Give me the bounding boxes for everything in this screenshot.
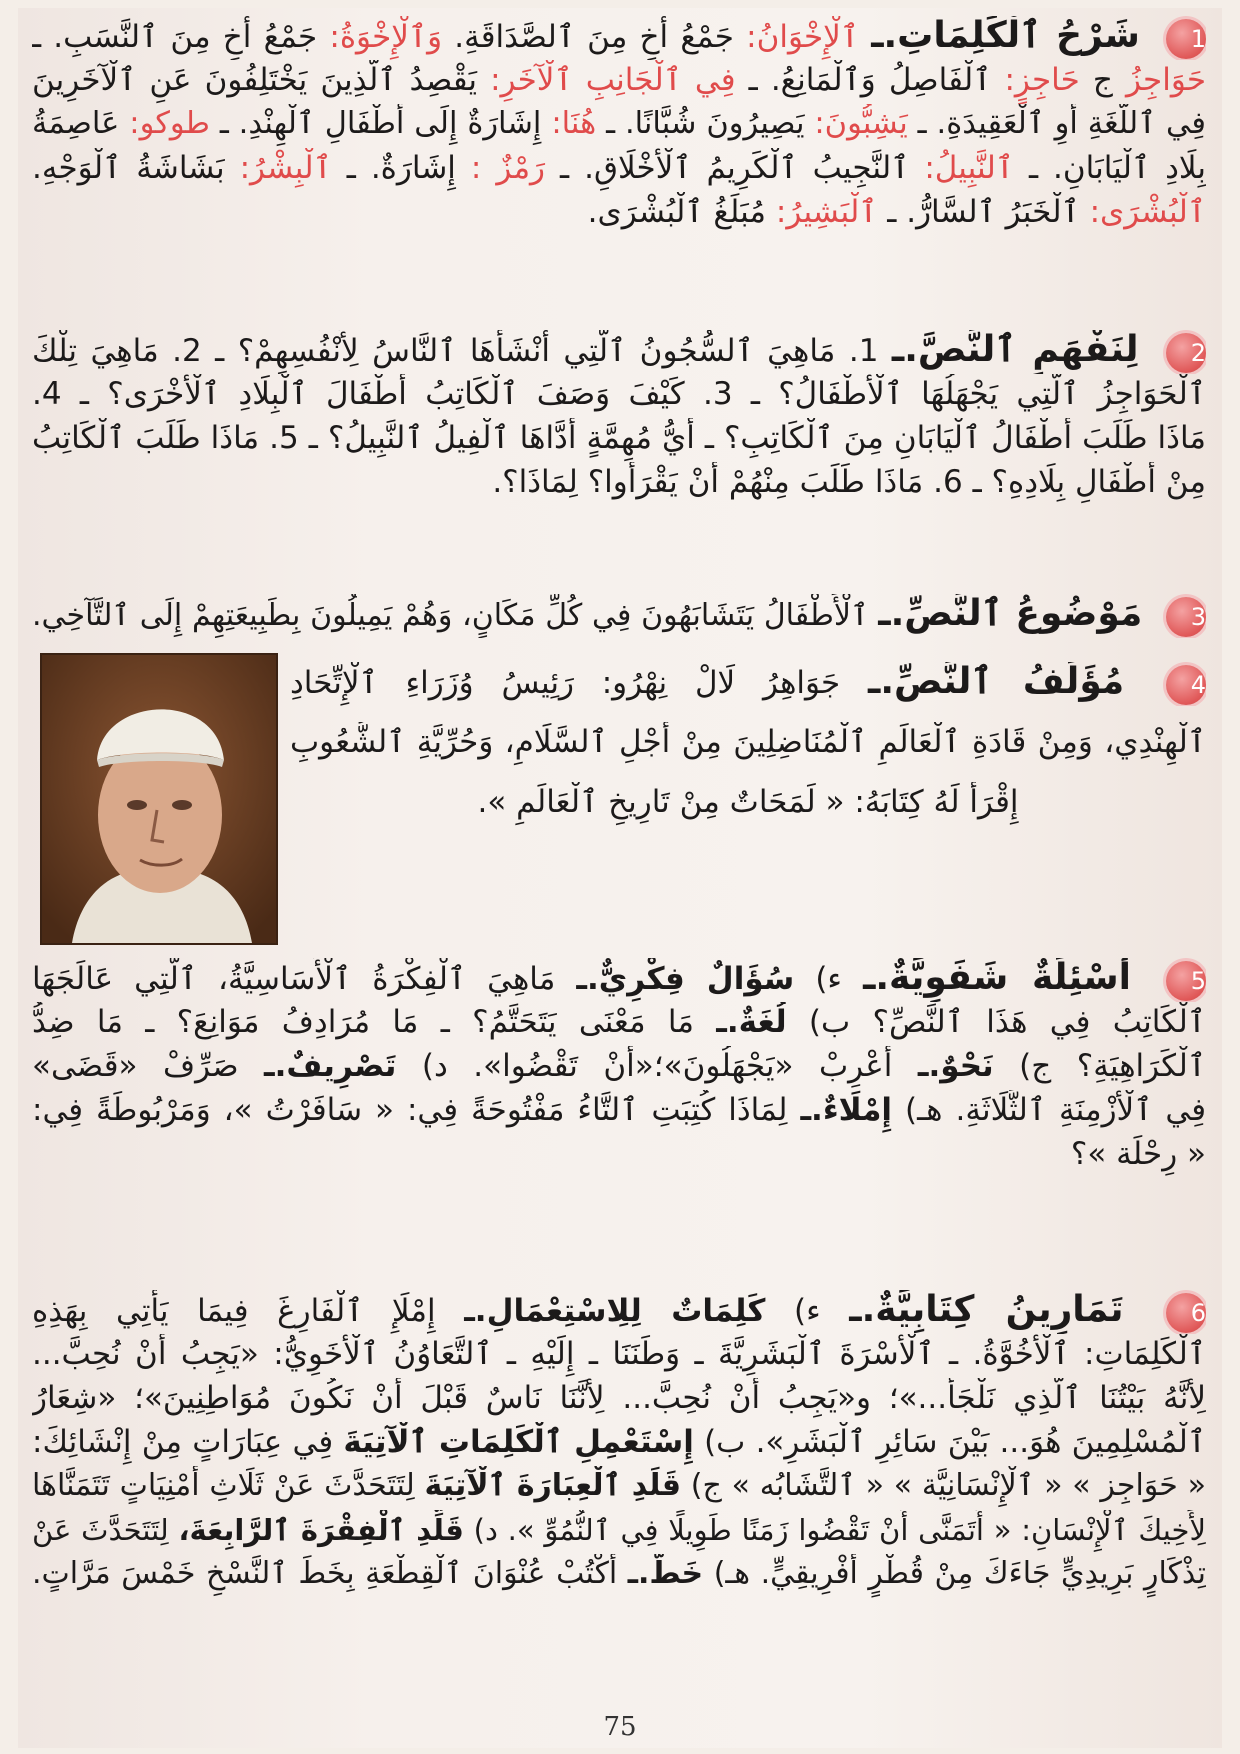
exercise-text: تِذْكَارٍ بَرِيدِيٍّ جَاءَكَ مِنْ قُطْرٍ أَفْرِيقِيٍّ. هـ) <box>713 1556 1206 1591</box>
comprehension-line-2 <box>32 374 1206 418</box>
exercise-text: « حَوَاجِز » « ٱلْإِنْسَانِيَّة » « ٱلتَّشَابُه » ج) <box>690 1468 1206 1503</box>
section-number-4: 4 <box>1166 665 1206 705</box>
section-number-3: 3 <box>1166 597 1206 637</box>
exercise-text: إِمْلَإِ ٱلْفَارِغَ فِيمَا يَأْتِي بِهَذِهِ <box>32 1293 436 1329</box>
subheading: خَطٌّ.ـ <box>627 1556 704 1591</box>
definition: إِشَارَةٌ إِلَى أَطْفَالِ ٱلْهِنْدِ. ـ <box>219 106 542 141</box>
question-text: مَاذَا طَلَبَ أَطْفَالُ ٱلْيَابَانِ مِنَ ٱلْكَاتِبِ؟ ـ أَيُّ مُهِمَّةٍ أَدَّاهَا ٱلْفِيلُ ٱلنَّبِيلُ؟ ـ 5. مَاذَا طَلَبَ ٱلْكَاتِبُ <box>32 420 1206 456</box>
definition: فِي ٱللُّغَةِ أَوِ ٱلْعَقِيدَةِ. ـ <box>917 106 1206 141</box>
author-text: جَوَاهِرُ لَالْ نِهْرُو: رَئِيسُ وُزَرَاءِ ٱلْإِتِّحَادِ <box>290 665 841 701</box>
question-text: مَاهِيَ ٱلْفِكْرَةُ ٱلْأَسَاسِيَّةُ، ٱلَّتِي عَالَجَهَا <box>32 961 556 997</box>
section-heading: مَوْضُوعُ ٱلنَّصِّ.ـ <box>878 594 1143 634</box>
section-number-5: 5 <box>1166 961 1206 1001</box>
definition: إِشَارَةٌ. ـ <box>346 150 456 186</box>
definition: ٱلْفَاصِلُ وَٱلْمَانِعُ. ـ <box>748 62 992 98</box>
section-comprehension <box>32 330 1206 506</box>
definition: ج <box>1092 62 1113 98</box>
definition: يَصِيرُونَ شُبَّانًا. ـ <box>606 106 805 141</box>
comprehension-line-4 <box>32 462 1206 506</box>
definitions-line-4 <box>32 148 1206 192</box>
exercise-line-1 <box>32 1290 1206 1334</box>
question-text: ٱلْحَوَاجِزُ ٱلَّتِي يَجْهَلُهَا ٱلْأَطْفَالُ؟ ـ 3. كَيْفَ وَصَفَ ٱلْكَاتِبُ أَطْفَالَ ٱلْبِلَادِ ٱلْأُخْرَى؟ ـ 4. <box>32 376 1206 412</box>
definition: عَاصِمَةُ <box>32 106 120 141</box>
question-text: مَا مَعْنَى يَتَحَتَّمُ؟ ـ مَا مُرَادِفُ مَوَانِعَ؟ ـ مَا ضِدُّ <box>32 1004 694 1040</box>
definitions-line-1 <box>32 16 1206 60</box>
section-heading: شَرْحُ ٱلْكَلِمَاتِ.ـ <box>871 16 1140 56</box>
section-written-exercises <box>32 1290 1206 1598</box>
section-number-6: 6 <box>1166 1293 1206 1333</box>
term: ٱلْبُشْرَى: <box>1089 194 1206 230</box>
term: ٱلْبَشِيرُ: <box>775 194 878 230</box>
question-text: ٱلْكَاتِبُ فِي هَذَا ٱلنَّصِّ؟ ب) <box>808 1004 1206 1040</box>
question-text: « رِحْلَة »؟ <box>1070 1136 1206 1172</box>
question-text: ء) <box>815 961 842 997</box>
comprehension-line-3 <box>32 418 1206 462</box>
section-oral-questions <box>32 958 1206 1178</box>
subheading: لُغَةٌ.ـ <box>716 1004 787 1040</box>
definitions-line-3 <box>32 104 1206 148</box>
term: وَٱلْإِخْوَةُ: <box>329 19 443 55</box>
subheading: نَحْوٌ.ـ <box>917 1048 994 1084</box>
term: ٱلنَّبِيلُ: <box>924 150 1014 186</box>
portrait-illustration <box>42 655 276 943</box>
oral-line-4 <box>32 1090 1206 1134</box>
exercise-text: أُكْتُبْ عُنْوَانَ ٱلْقِطْعَةِ بِخَطِّ ٱلنَّسْخِ خَمْسَ مَرَّاتٍ. <box>32 1556 618 1591</box>
exercise-text: لِتَتَحَدَّثَ عَنْ ثَلَاثِ أُمْنِيَاتٍ تَتَمَنَّاهَا <box>32 1468 415 1503</box>
exercise-line-5 <box>32 1466 1206 1510</box>
author-text: ٱلْهِنْدِي، وَمِنْ قَادَةِ ٱلْعَالَمِ ٱلْمُنَاضِلِينَ مِنْ أَجْلِ ٱلسَّلَامِ، وَحُرِّيَّةِ ٱلشُّعُوبِ <box>290 724 1206 760</box>
term: حَوَاجِزُ <box>1125 62 1206 98</box>
exercise-text: ء) <box>794 1293 821 1329</box>
section-number-2: 2 <box>1166 333 1206 373</box>
section-heading: أَسْئِلَةٌ شَفَوِيَّةٌ.ـ <box>863 958 1131 998</box>
author-line-3 <box>290 782 1206 826</box>
term: ٱلْإِخْوَانُ: <box>746 19 859 55</box>
exercise-text: لِأَنَّهُ بَيْتُنَا ٱلَّذِي نَلْجَأُ...»؛ و«يَجِبُ أَنْ نُحِبَّ... لِأَنَّنَا نَاسٌ قَبْلَ أَنْ نَكُونَ مُوَاطِنِينَ»؛ «شِعَارُ <box>32 1380 1206 1416</box>
definition: بِلَادِ ٱلْيَابَانِ. ـ <box>1028 150 1206 186</box>
definition: جَمْعُ أَخٍ مِنَ ٱلنَّسَبِ. ـ <box>32 19 318 55</box>
section-heading: لِنَفْهَمِ ٱلنَّصَّ.ـ <box>891 330 1139 370</box>
definition: مُبَلِّغُ ٱلْبُشْرَى. <box>587 194 767 230</box>
question-text: مِنْ أَطْفَالِ بِلَادِهِ؟ ـ 6. مَاذَا طَلَبَ مِنْهُمْ أَنْ يَقْرَأُوا؟ لِمَاذَا؟. <box>492 464 1206 500</box>
section-heading: مُؤَلِّفُ ٱلنَّصِّ.ـ <box>868 662 1125 702</box>
question-text: فِي ٱلْأَزْمِنَةِ ٱلثَّلَاثَةِ. هـ) <box>905 1092 1206 1128</box>
question-text: ٱلْكَرَاهِيَةِ؟ ج) <box>1019 1048 1206 1084</box>
exercise-line-7 <box>32 1554 1206 1598</box>
term: يَشِبُّونَ: <box>814 106 908 141</box>
exercise-text: لِأَخِيكَ ٱلْإِنْسَانِ: « أَتَمَنَّى أَنْ تَقْضُوا زَمَنًا طَوِيلًا فِي ٱلنُّمُوِّ ». د) <box>473 1513 1206 1547</box>
definition: ٱلْخَبَرُ ٱلسَّارُّ. ـ <box>887 194 1080 230</box>
exercise-text: ٱلْمُسْلِمِينَ هُوَ... بَيْنَ سَائِرِ ٱلْبَشَرِ». ب) <box>704 1424 1206 1460</box>
section-author <box>290 662 1206 826</box>
term: ٱلْبِشْرُ: <box>239 150 332 186</box>
subheading: تَصْرِيفٌ.ـ <box>264 1048 397 1084</box>
term: حَاجِزٍ: <box>1004 62 1080 98</box>
exercise-text: ٱلْكَلِمَاتِ: ٱلْأُخُوَّةُ. ـ ٱلْأُسْرَةَ ٱلْبَشَرِيَّةَ ـ وَطَنَنَا ـ إِلَيْهِ ـ ٱلتَّعَاوُنُ ٱلْأَخَوِيُّ: «يَجِبُ أَنْ نُحِبَّ... <box>32 1336 1206 1372</box>
section-text-topic <box>32 594 1206 638</box>
section-word-definitions <box>32 16 1206 236</box>
question-text: صَرِّفْ «قَضَى» <box>32 1048 239 1084</box>
topic-line <box>32 594 1206 638</box>
subheading: كَلِمَاتٌ لِلِاسْتِعْمَالِ.ـ <box>464 1293 766 1329</box>
author-line-1 <box>290 662 1206 706</box>
definition: يَقْصِدُ ٱلَّذِينَ يَخْتَلِفُونَ عَنِ ٱلْآخَرِينَ <box>32 62 478 98</box>
exercise-line-2 <box>32 1334 1206 1378</box>
exercise-line-6 <box>32 1510 1206 1554</box>
exercise-line-4 <box>32 1422 1206 1466</box>
topic-text: ٱلْأَطْفَالُ يَتَشَابَهُونَ فِي كُلِّ مَكَانٍ، وَهُمْ يَمِيلُونَ بِطَبِيعَتِهِمْ إِلَى ٱلتَّآخِي. <box>32 598 869 633</box>
comprehension-line-1 <box>32 330 1206 374</box>
subheading: قَلِّدِ ٱلْعِبَارَةَ ٱلْآتِيَةَ <box>424 1468 681 1503</box>
definition: جَمْعُ أَخٍ مِنَ ٱلصَّدَاقَةِ. <box>454 19 734 55</box>
exercise-line-3 <box>32 1378 1206 1422</box>
question-text: 1. مَاهِيَ ٱلسُّجُونُ ٱلَّتِي أَنْشَأَهَا ٱلنَّاسُ لِأَنْفُسِهِمْ؟ ـ 2. مَاهِيَ تِلْكَ <box>32 333 879 369</box>
definition: بَشَاشَةُ ٱلْوَجْهِ. <box>32 150 225 186</box>
subheading: إِمْلَاءٌ.ـ <box>800 1092 893 1128</box>
exercise-text: فِي عِبَارَاتٍ مِنْ إِنْشَائِكَ: <box>32 1424 334 1460</box>
question-text: لِمَاذَا كُتِبَتِ ٱلتَّاءُ مَفْتُوحَةً فِي: « سَافَرْتُ »، وَمَرْبُوطَةً فِي: <box>32 1092 788 1128</box>
author-text: إِقْرَأْ لَهُ كِتَابَهُ: « لَمَحَاتٌ مِنْ تَارِيخِ ٱلْعَالَمِ ». <box>477 784 1019 820</box>
question-text: أَعْرِبْ «يَجْهَلُونَ»؛«أَنْ تَقْضُوا». د) <box>421 1048 893 1084</box>
textbook-page <box>18 8 1222 1748</box>
exercise-text: لِتَتَحَدَّثَ عَنْ <box>32 1513 169 1547</box>
page-number: 75 <box>603 1712 637 1742</box>
term: هُنَا: <box>551 106 597 141</box>
oral-line-1 <box>32 958 1206 1002</box>
definition: ٱلنَّجِيبُ ٱلْكَرِيمُ ٱلْأَخْلَاقِ. ـ <box>560 150 910 186</box>
author-line-2 <box>290 722 1206 766</box>
definitions-line-2 <box>32 60 1206 104</box>
subheading: سُؤَالٌ فِكْرِيٌّ.ـ <box>576 961 795 997</box>
subheading: إِسْتَعْمِلِ ٱلْكَلِمَاتِ ٱلْآتِيَةَ <box>343 1424 694 1460</box>
term: رَمْزٌ : <box>470 150 546 186</box>
term: فِي ٱلْجَانِبِ ٱلْآخَرِ: <box>490 62 736 98</box>
section-heading: تَمَارِينُ كِتَابِيَّةٌ.ـ <box>849 1290 1124 1330</box>
oral-line-5 <box>32 1134 1206 1178</box>
oral-line-3 <box>32 1046 1206 1090</box>
oral-line-2 <box>32 1002 1206 1046</box>
definitions-line-5 <box>32 192 1206 236</box>
section-number-1: 1 <box>1166 19 1206 59</box>
subheading: قَلِّدِ ٱلْفِقْرَةَ ٱلرَّابِعَةَ، <box>178 1513 464 1547</box>
term: طوكو: <box>129 106 210 141</box>
author-portrait <box>40 653 278 945</box>
